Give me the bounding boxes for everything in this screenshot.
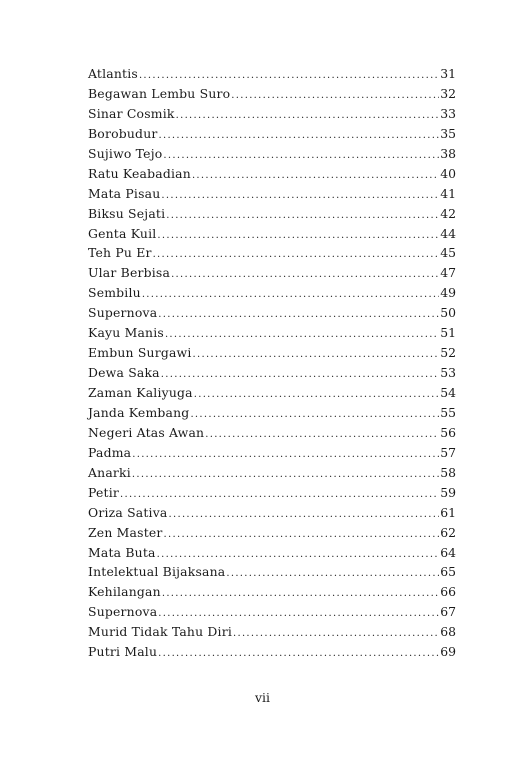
- toc-entry-page: 50: [440, 305, 456, 321]
- toc-entry-page: 40: [440, 165, 456, 181]
- toc-dot-leader: [161, 186, 439, 206]
- toc-entry-page: 54: [440, 385, 456, 400]
- toc-entry-title: Petir: [88, 484, 119, 500]
- toc-entry-title: Negeri Atas Awan: [88, 424, 205, 440]
- toc-entry-page: 55: [440, 404, 456, 420]
- toc-entry-title: Putri Malu: [88, 644, 158, 660]
- toc-entry-page: 53: [440, 365, 456, 381]
- toc-entry-page: 62: [440, 524, 456, 540]
- toc-entry[interactable]: [88, 463, 456, 483]
- toc-entry[interactable]: [88, 642, 456, 662]
- toc-entry-title: Supernova: [88, 305, 158, 321]
- toc-entry[interactable]: [88, 443, 456, 463]
- toc-entry[interactable]: [88, 483, 456, 503]
- toc-entry-title: Anarki: [88, 464, 131, 480]
- toc-entry-page: 49: [440, 285, 456, 301]
- toc-entry-page: 33: [440, 105, 456, 121]
- toc-entry-page: 68: [440, 624, 456, 640]
- toc-entry[interactable]: [88, 164, 456, 184]
- toc-entry[interactable]: [88, 243, 456, 263]
- toc-entry[interactable]: [88, 124, 456, 144]
- toc-entry-title: Borobudur: [88, 125, 158, 141]
- toc-entry-page: 52: [440, 345, 456, 361]
- toc-entry[interactable]: [88, 204, 456, 224]
- toc-entry-title: Supernova: [88, 604, 158, 620]
- toc-entry-page: 47: [440, 265, 456, 281]
- toc-entry-page: 59: [440, 484, 456, 500]
- toc-entry-title: Ratu Keabadian: [88, 165, 191, 181]
- toc-entry-title: Padma: [88, 444, 132, 460]
- toc-dot-leader: [157, 226, 439, 246]
- toc-dot-leader: [192, 166, 439, 186]
- toc-dot-leader: [190, 405, 439, 425]
- toc-entry-title: Janda Kembang: [88, 404, 190, 420]
- toc-entry-title: Dewa Saka: [88, 365, 160, 381]
- toc-entry[interactable]: [88, 224, 456, 244]
- toc-entry-page: 56: [440, 424, 456, 440]
- toc-entry-page: 41: [440, 185, 456, 201]
- toc-entry-title: Murid Tidak Tahu Diri: [88, 624, 232, 640]
- toc-entry[interactable]: [88, 64, 456, 84]
- toc-dot-leader: [169, 505, 440, 525]
- toc-entry-page: 66: [440, 584, 456, 600]
- toc-dot-leader: [120, 485, 439, 505]
- toc-dot-leader: [233, 624, 439, 644]
- toc-entry-page: 44: [440, 225, 456, 241]
- toc-dot-leader: [159, 126, 440, 146]
- toc-dot-leader: [142, 285, 439, 305]
- toc-entry-title: Sembilu: [88, 285, 141, 301]
- toc-entry-page: 51: [440, 325, 456, 341]
- toc-entry-page: 45: [440, 245, 456, 261]
- toc-entry[interactable]: [88, 622, 456, 642]
- toc-entry-page: 69: [440, 644, 456, 660]
- toc-entry-title: Intelektual Bijaksana: [88, 564, 226, 580]
- toc-entry-page: 32: [440, 85, 456, 101]
- toc-entry[interactable]: [88, 582, 456, 602]
- toc-entry-page: 64: [440, 544, 456, 560]
- table-of-contents: [88, 64, 456, 662]
- toc-entry[interactable]: [88, 184, 456, 204]
- toc-dot-leader: [158, 644, 439, 664]
- toc-entry-page: 57: [440, 444, 456, 460]
- toc-entry-title: Mata Buta: [88, 544, 156, 560]
- toc-entry-page: 67: [440, 604, 456, 620]
- toc-dot-leader: [164, 525, 440, 545]
- toc-entry[interactable]: [88, 104, 456, 124]
- toc-entry-title: Teh Pu Er: [88, 245, 152, 261]
- toc-entry-page: 65: [440, 564, 456, 580]
- toc-entry[interactable]: [88, 303, 456, 323]
- toc-entry[interactable]: [88, 144, 456, 164]
- toc-entry-title: Begawan Lembu Suro: [88, 85, 231, 101]
- toc-entry-page: 38: [440, 145, 456, 161]
- toc-entry[interactable]: [88, 383, 456, 403]
- toc-entry[interactable]: [88, 543, 456, 563]
- page-number: vii: [255, 690, 270, 705]
- toc-dot-leader: [193, 345, 440, 365]
- toc-entry-page: 42: [440, 205, 456, 221]
- toc-entry[interactable]: [88, 602, 456, 622]
- toc-entry-title: Embun Surgawi: [88, 345, 192, 361]
- toc-dot-leader: [132, 445, 439, 465]
- toc-entry[interactable]: [88, 363, 456, 383]
- toc-entry-title: Zen Master: [88, 524, 163, 540]
- toc-entry[interactable]: [88, 503, 456, 523]
- toc-dot-leader: [166, 206, 439, 226]
- toc-entry-title: Ular Berbisa: [88, 265, 171, 281]
- toc-dot-leader: [165, 325, 439, 345]
- toc-entry-title: Kayu Manis: [88, 325, 164, 341]
- toc-entry[interactable]: [88, 283, 456, 303]
- toc-entry-title: Sinar Cosmik: [88, 105, 175, 121]
- toc-entry[interactable]: [88, 323, 456, 343]
- toc-entry[interactable]: [88, 84, 456, 104]
- toc-dot-leader: [171, 265, 439, 285]
- toc-entry-title: Zaman Kaliyuga: [88, 385, 193, 400]
- toc-dot-leader: [161, 365, 439, 385]
- toc-dot-leader: [158, 305, 439, 325]
- toc-entry-title: Sujiwo Tejo: [88, 145, 163, 161]
- toc-dot-leader: [162, 584, 439, 604]
- toc-entry[interactable]: [88, 523, 456, 543]
- toc-entry-page: 35: [440, 125, 456, 141]
- toc-entry[interactable]: [88, 343, 456, 363]
- toc-dot-leader: [163, 146, 439, 166]
- toc-entry-page: 61: [440, 504, 456, 520]
- toc-entry-title: Oriza Sativa: [88, 504, 168, 520]
- toc-dot-leader: [176, 106, 440, 126]
- toc-entry-title: Mata Pisau: [88, 185, 161, 201]
- toc-entry-page: 58: [440, 464, 456, 480]
- toc-entry[interactable]: [88, 263, 456, 283]
- toc-dot-leader: [153, 245, 440, 265]
- toc-entry-title: Genta Kuil: [88, 225, 157, 241]
- toc-dot-leader: [226, 564, 439, 584]
- toc-entry-title: Kehilangan: [88, 584, 161, 600]
- toc-dot-leader: [205, 425, 439, 445]
- toc-entry-page: 31: [440, 66, 456, 81]
- toc-entry[interactable]: [88, 423, 456, 443]
- toc-entry[interactable]: [88, 403, 456, 423]
- toc-entry-title: Biksu Sejati: [88, 205, 166, 221]
- toc-dot-leader: [231, 86, 439, 106]
- toc-dot-leader: [132, 465, 439, 485]
- toc-dot-leader: [194, 385, 439, 405]
- toc-entry[interactable]: [88, 562, 456, 582]
- toc-entry-title: Atlantis: [88, 66, 138, 81]
